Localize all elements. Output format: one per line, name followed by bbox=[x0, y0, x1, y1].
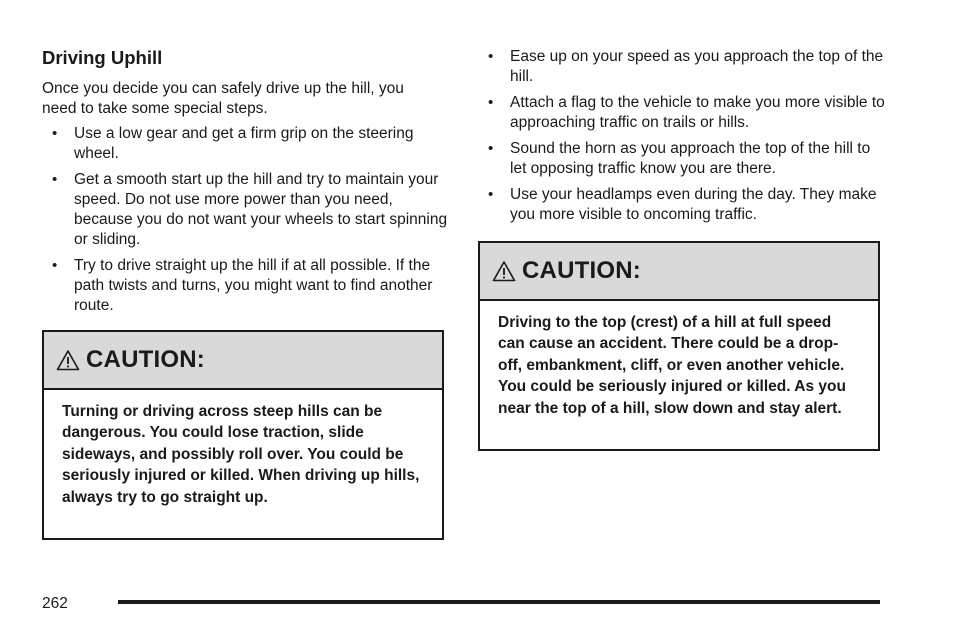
list-item bbox=[478, 185, 886, 225]
list-item-text: Get a smooth start up the hill and try to maintain your speed. Do not use more power than you need, because you do not want your wheels to start spinning or sliding. bbox=[74, 171, 448, 248]
right-bullet-list bbox=[478, 47, 886, 231]
bullet-dot-icon: • bbox=[488, 186, 494, 203]
caution-title: CAUTION: bbox=[86, 346, 205, 373]
warning-triangle-icon bbox=[56, 349, 80, 371]
list-item bbox=[478, 139, 886, 179]
list-item-text: Use your headlamps even during the day. They make you more visible to oncoming traffic. bbox=[510, 186, 877, 223]
caution-text: Driving to the top (crest) of a hill at full speed can cause an accident. There could be a drop-off, embankment, cliff, or even another vehicle. You could be seriously injured or killed. As you near the top of a hill, slow down and stay alert. bbox=[498, 314, 846, 417]
list-item-text: Attach a flag to the vehicle to make you more visible to approaching traffic on trails or hills. bbox=[510, 94, 885, 131]
bullet-dot-icon: • bbox=[52, 171, 58, 188]
caution-box-left bbox=[42, 330, 444, 540]
list-item bbox=[478, 93, 886, 133]
caution-header bbox=[480, 243, 878, 301]
footer-rule bbox=[118, 600, 880, 604]
caution-header bbox=[44, 332, 442, 390]
section-intro: Once you decide you can safely drive up the hill, you need to take some special steps. bbox=[42, 80, 404, 117]
list-item-text: Ease up on your speed as you approach the top of the hill. bbox=[510, 48, 884, 85]
section-heading: Driving Uphill bbox=[42, 47, 163, 68]
caution-box-right bbox=[478, 241, 880, 451]
caution-title: CAUTION: bbox=[522, 257, 641, 284]
bullet-dot-icon: • bbox=[488, 48, 494, 65]
caution-text: Turning or driving across steep hills can be dangerous. You could lose traction, slide sideways, and possibly roll over. You could be seriously injured or killed. When driving up hills, always try to go straight up. bbox=[62, 403, 420, 506]
list-item bbox=[42, 124, 450, 164]
left-bullet-list bbox=[42, 124, 450, 322]
list-item-text: Sound the horn as you approach the top of the hill to let opposing traffic know you are there. bbox=[510, 140, 871, 177]
bullet-dot-icon: • bbox=[52, 125, 58, 142]
list-item-text: Try to drive straight up the hill if at all possible. If the path twists and turns, you might want to find another route. bbox=[74, 257, 433, 314]
bullet-dot-icon: • bbox=[488, 94, 494, 111]
page-number: 262 bbox=[42, 595, 68, 612]
list-item bbox=[42, 170, 450, 250]
bullet-dot-icon: • bbox=[488, 140, 494, 157]
warning-triangle-icon bbox=[492, 260, 516, 282]
list-item bbox=[478, 47, 886, 87]
list-item bbox=[42, 256, 450, 316]
bullet-dot-icon: • bbox=[52, 257, 58, 274]
list-item-text: Use a low gear and get a firm grip on the steering wheel. bbox=[74, 125, 414, 162]
